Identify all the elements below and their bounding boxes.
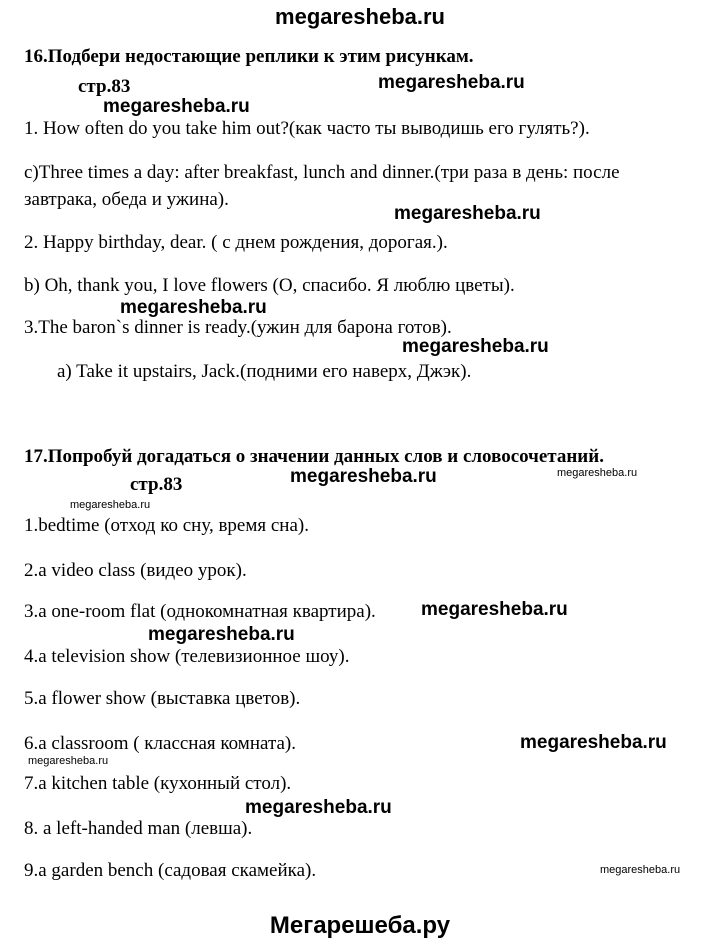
task17-item-4: 4.a television show (телевизионное шоу). xyxy=(24,646,350,667)
watermark: megaresheba.ru xyxy=(120,297,267,318)
watermark: megaresheba.ru xyxy=(421,599,568,620)
watermark: megaresheba.ru xyxy=(600,864,681,876)
task17-item-3: 3.a one-room flat (однокомнатная квартира). xyxy=(24,601,376,622)
task17-item-6: 6.a classroom ( классная комната). xyxy=(24,733,296,754)
watermark: megaresheba.ru xyxy=(520,732,667,753)
task16-line-1: 1. How often do you take him out?(как часто ты выводишь его гулять?). xyxy=(24,118,590,139)
task17-item-8: 8. a left-handed man (левша). xyxy=(24,818,253,839)
watermark: megaresheba.ru xyxy=(28,755,109,767)
task16-page-ref: стр.83 xyxy=(78,76,131,97)
watermark: megaresheba.ru xyxy=(245,797,392,818)
task17-item-5: 5.a flower show (выставка цветов). xyxy=(24,688,301,709)
header-site-title: megaresheba.ru xyxy=(275,4,445,29)
watermark: megaresheba.ru xyxy=(148,624,295,645)
watermark: megaresheba.ru xyxy=(557,467,638,479)
task16-line-6: 3.The baron`s dinner is ready.(ужин для барона готов). xyxy=(24,317,452,338)
watermark: megaresheba.ru xyxy=(402,336,549,357)
watermark: megaresheba.ru xyxy=(394,203,541,224)
task17-heading: 17.Попробуй догадаться о значении данных слов и словосочетаний. xyxy=(24,446,604,467)
task16-heading: 16.Подбери недостающие реплики к этим рисункам. xyxy=(24,46,474,67)
task17-page-ref: стр.83 xyxy=(130,474,183,495)
task16-line-7: a) Take it upstairs, Jack.(подними его наверх, Джэк). xyxy=(57,361,472,382)
footer-site-title: Мегарешеба.ру xyxy=(269,912,451,939)
task16-line-4: 2. Happy birthday, dear. ( с днем рождения, дорогая.). xyxy=(24,232,448,253)
task17-item-9: 9.a garden bench (садовая скамейка). xyxy=(24,860,317,881)
task17-item-2: 2.a video class (видео урок). xyxy=(24,560,247,581)
watermark: megaresheba.ru xyxy=(290,466,437,487)
watermark: megaresheba.ru xyxy=(103,96,250,117)
task16-line-3: завтрака, обеда и ужина). xyxy=(24,189,229,210)
task16-line-5: b) Oh, thank you, I love flowers (О, спасибо. Я люблю цветы). xyxy=(24,275,515,296)
watermark: megaresheba.ru xyxy=(70,499,151,511)
task16-line-2: c)Three times a day: after breakfast, lunch and dinner.(три раза в день: после xyxy=(24,162,620,183)
watermark: megaresheba.ru xyxy=(378,72,525,93)
task17-item-7: 7.a kitchen table (кухонный стол). xyxy=(24,773,292,794)
task17-item-1: 1.bedtime (отход ко сну, время сна). xyxy=(24,515,309,536)
